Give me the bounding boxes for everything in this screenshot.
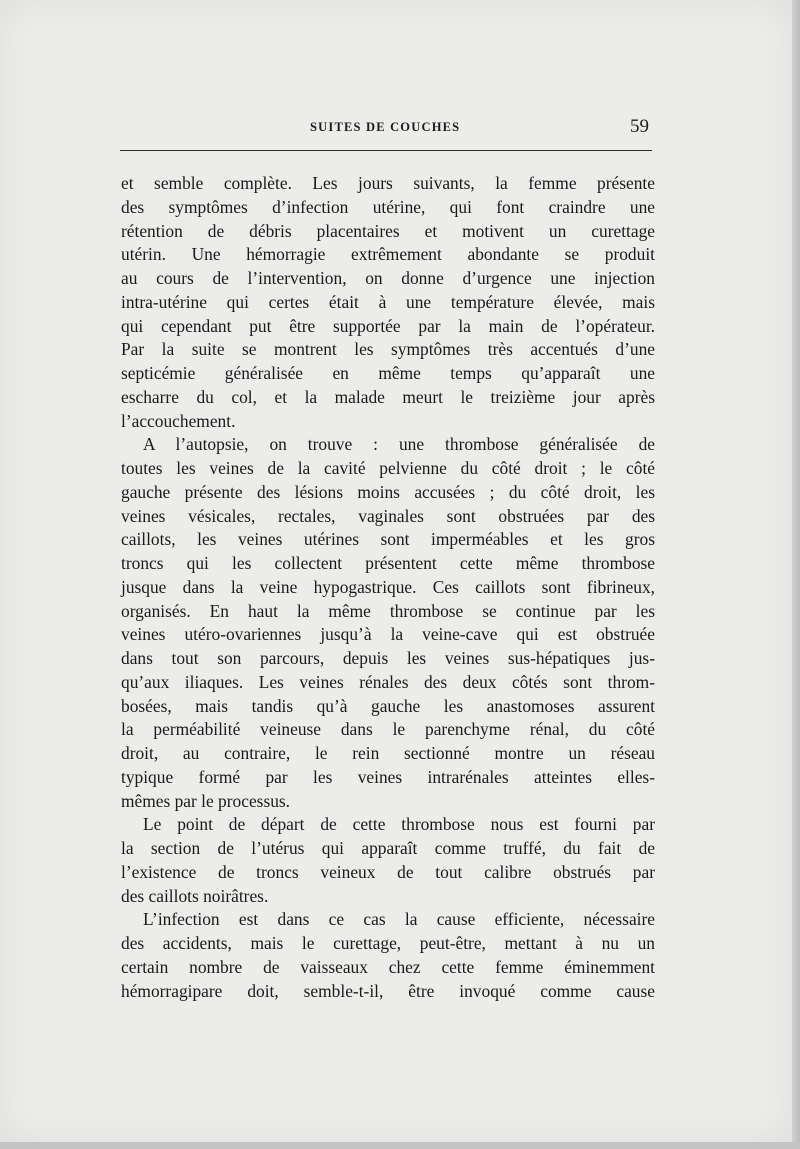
- text-line: mêmes par le processus.: [121, 790, 291, 811]
- text-line: escharre du col, et la malade meurt le treizième jour après: [121, 386, 655, 407]
- text-line: des caillots noirâtres.: [121, 885, 269, 906]
- text-line: droit, au contraire, le rein sectionné montre un réseau: [121, 743, 655, 763]
- body-text: [121, 172, 655, 1003]
- text-line: veines vésicales, rectales, vaginales sont obstruées par des: [121, 505, 655, 526]
- page-number: 59: [630, 116, 649, 137]
- text-line: bosées, mais tandis qu’à gauche les anastomoses assurent: [121, 695, 655, 716]
- text-line: et semble complète. Les jours suivants, la femme présente: [121, 173, 655, 193]
- text-line: rétention de débris placentaires et motivent un curettage: [121, 220, 655, 241]
- text-line: dans tout son parcours, depuis les veines sus-hépatiques jus-: [121, 648, 655, 668]
- text-line: l’existence de troncs veineux de tout calibre obstrués par: [121, 861, 655, 882]
- text-line: qui cependant put être supportée par la main de l’opérateur.: [121, 315, 655, 336]
- text-line: Le point de départ de cette thrombose nous est fourni par: [143, 814, 655, 835]
- text-line: au cours de l’intervention, on donne d’urgence une injection: [121, 268, 655, 288]
- text-line: Par la suite se montrent les symptômes très accentués d’une: [121, 339, 655, 360]
- running-head: [0, 116, 792, 140]
- paragraph-1: [121, 172, 655, 433]
- text-line: la perméabilité veineuse dans le parenchyme rénal, du côté: [121, 719, 655, 740]
- text-line: des accidents, mais le curettage, peut-être, mettant à nu un: [121, 933, 655, 953]
- paragraph-4: [121, 908, 655, 1003]
- text-line: veines utéro-ovariennes jusqu’à la veine-cave qui est obstruée: [121, 624, 655, 645]
- text-line: toutes les veines de la cavité pelvienne du côté droit ; le côté: [121, 458, 655, 478]
- text-line: gauche présente des lésions moins accusées ; du côté droit, les: [121, 481, 655, 502]
- text-line: L’infection est dans ce cas la cause efficiente, nécessaire: [143, 909, 655, 930]
- text-line: utérin. Une hémorragie extrêmement abondante se produit: [121, 244, 655, 265]
- page-edge-bottom: [0, 1142, 800, 1149]
- text-line: l’accouchement.: [121, 410, 236, 431]
- paragraph-3: [121, 813, 655, 908]
- text-line: hémorragipare doit, semble-t-il, être invoqué comme cause: [121, 980, 655, 1001]
- text-line: des symptômes d’infection utérine, qui font craindre une: [121, 196, 655, 217]
- text-line: jusque dans la veine hypogastrique. Ces caillots sont fibrineux,: [121, 576, 655, 597]
- page-edge-right: [792, 0, 800, 1149]
- text-line: certain nombre de vaisseaux chez cette femme éminemment: [121, 956, 655, 977]
- text-line: septicémie généralisée en même temps qu’apparaît une: [121, 363, 655, 383]
- text-line: organisés. En haut la même thrombose se continue par les: [121, 600, 655, 621]
- paragraph-2: [121, 433, 655, 813]
- text-line: qu’aux iliaques. Les veines rénales des deux côtés sont throm-: [121, 671, 655, 692]
- text-line: troncs qui les collectent présentent cette même thrombose: [121, 553, 655, 573]
- text-line: typique formé par les veines intrarénales atteintes elles-: [121, 766, 655, 787]
- running-title: SUITES DE COUCHES: [310, 120, 461, 134]
- text-line: caillots, les veines utérines sont imperméables et les gros: [121, 529, 655, 550]
- header-rule: [120, 150, 652, 151]
- text-line: la section de l’utérus qui apparaît comme truffé, du fait de: [121, 838, 655, 858]
- text-line: A l’autopsie, on trouve : une thrombose généralisée de: [143, 434, 655, 455]
- text-line: intra-utérine qui certes était à une température élevée, mais: [121, 291, 655, 312]
